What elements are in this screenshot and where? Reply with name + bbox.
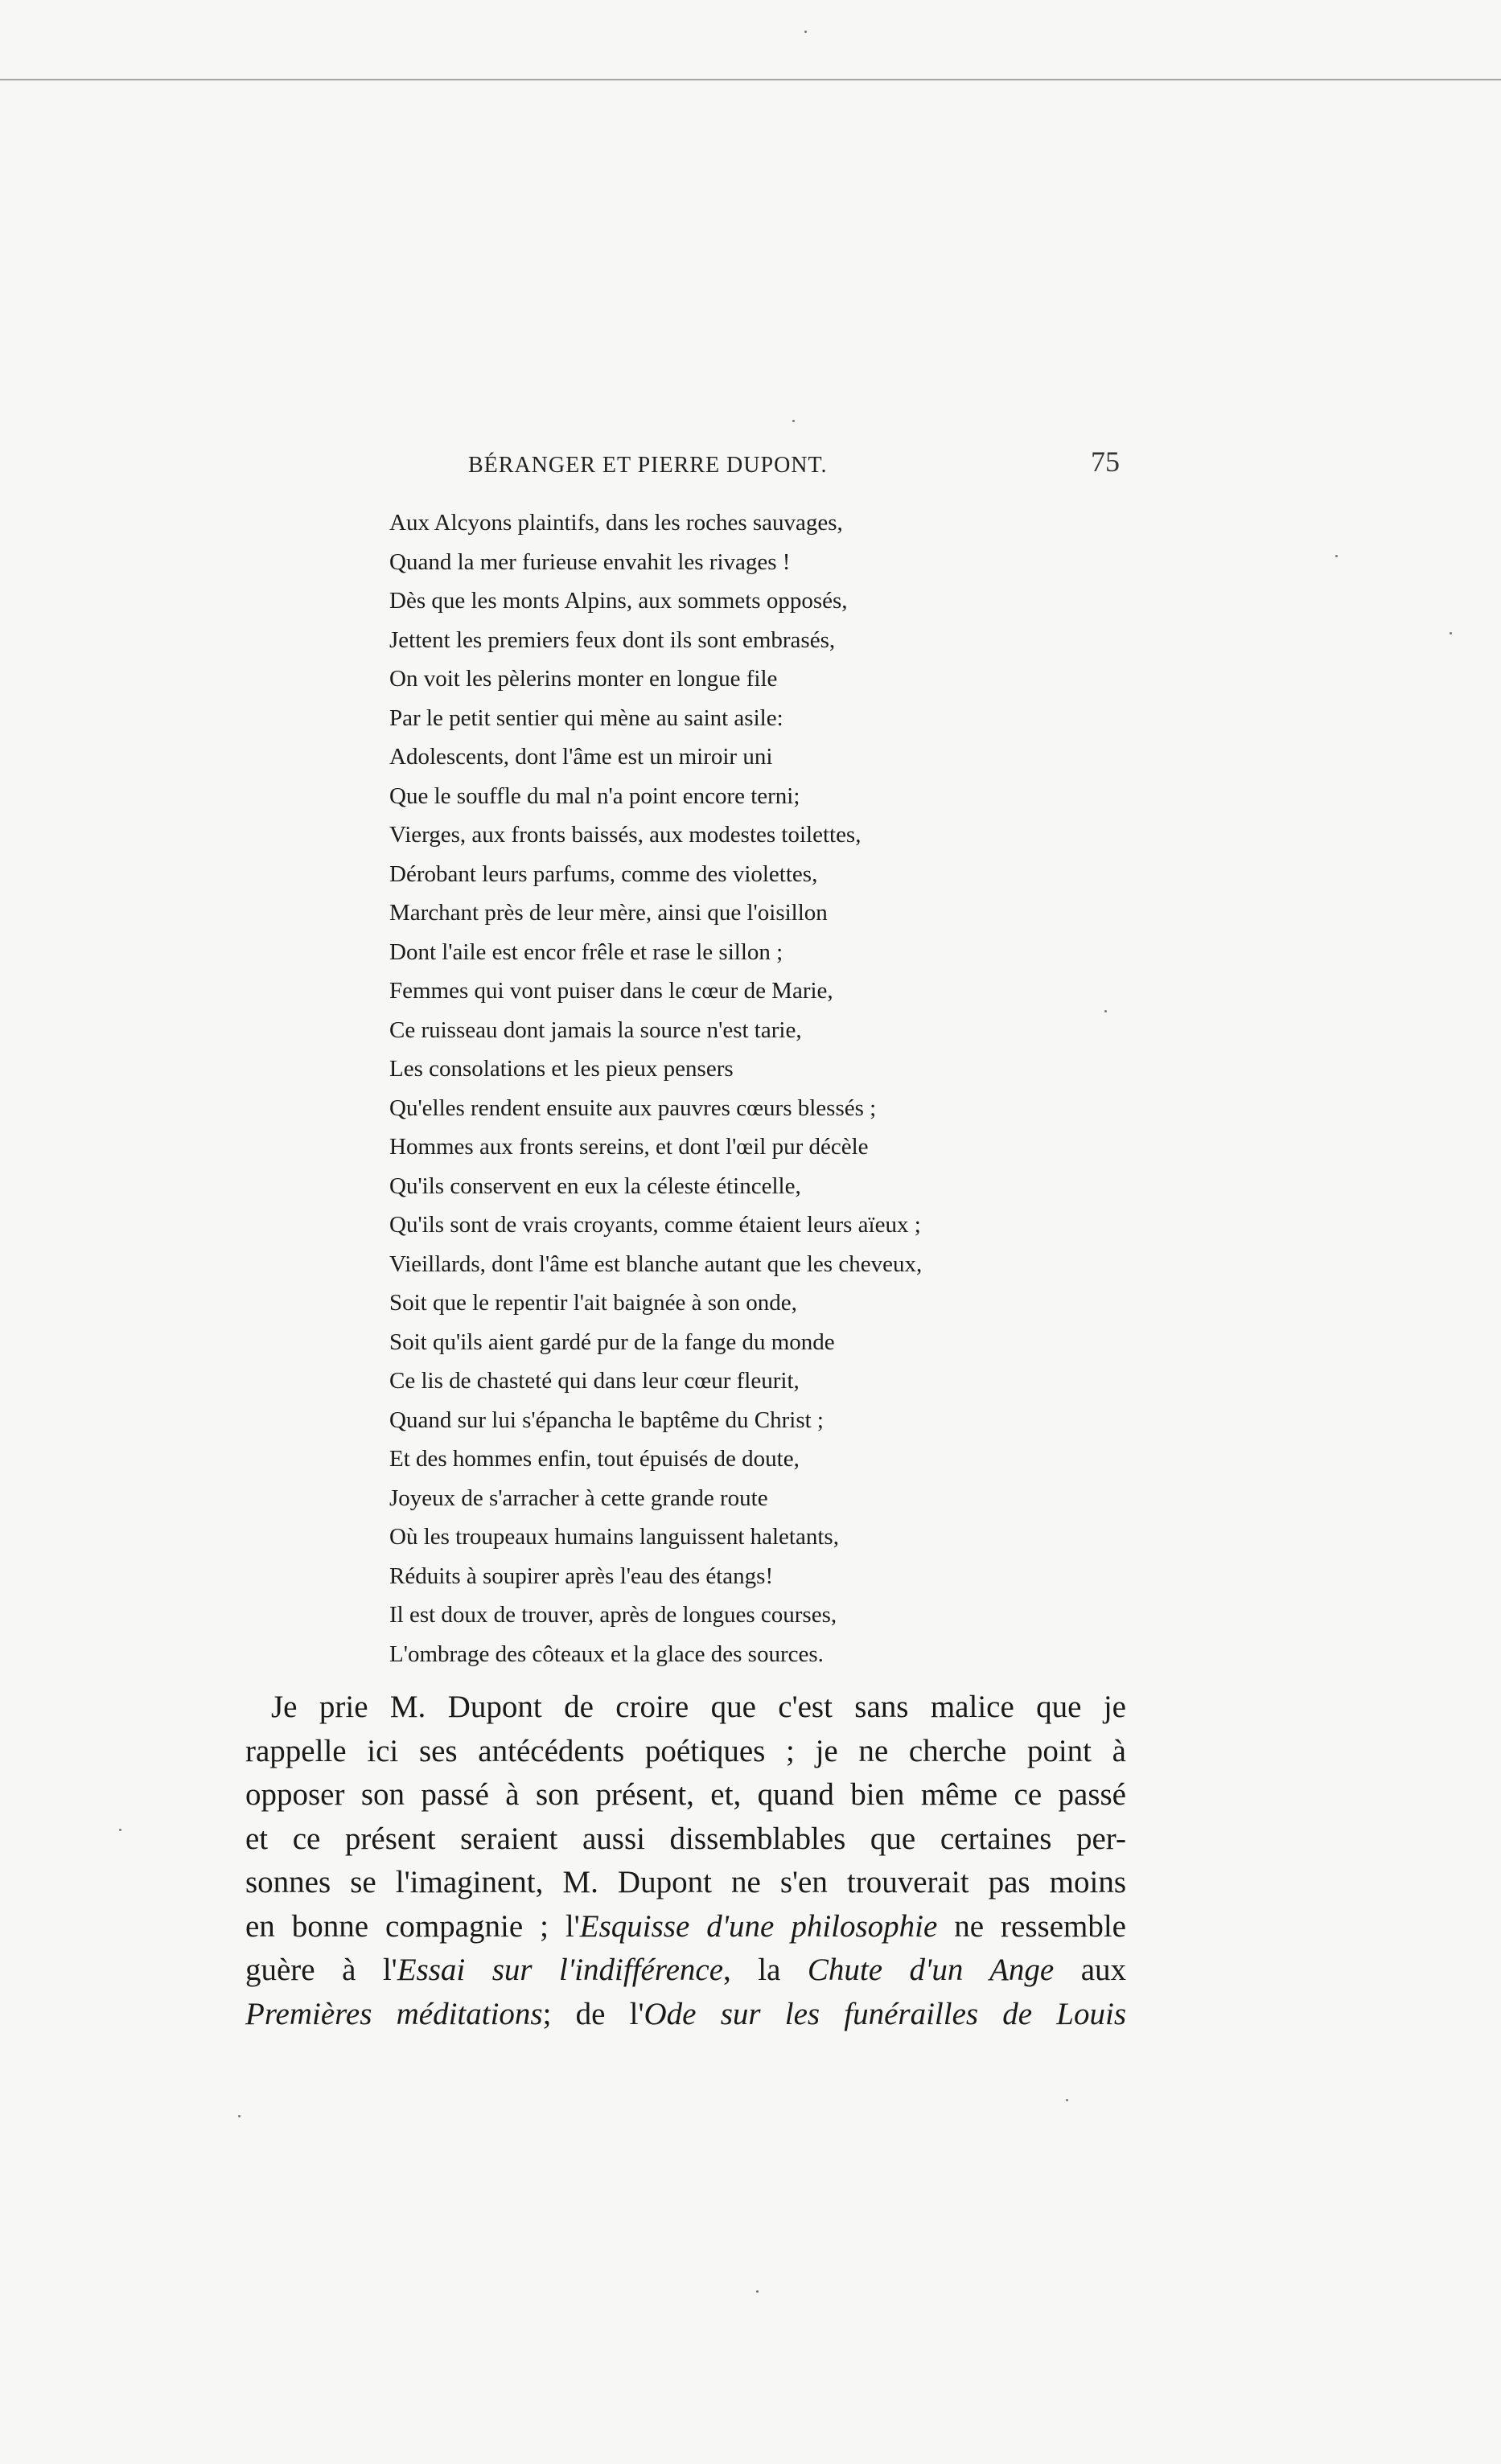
paper-speck [1335,555,1338,557]
verse-line: Ce ruisseau dont jamais la source n'est tarie, [389,1016,802,1043]
work-title: Esquisse d'une philosophie [579,1908,938,1944]
verse-block [389,503,1081,1673]
verse-line: L'ombrage des côteaux et la glace des sources. [389,1641,824,1667]
verse-line: Ce lis de chasteté qui dans leur cœur fleurit, [389,1368,800,1394]
prose-text: aux [1054,1953,1127,1987]
prose-paragraph [245,1686,1126,2036]
verse-line: Il est doux de trouver, après de longues courses, [389,1602,837,1628]
verse-line: Vieillards, dont l'âme est blanche autant que les cheveux, [389,1250,923,1277]
verse-line: Qu'ils sont de vrais croyants, comme étaient leurs aïeux ; [389,1212,921,1238]
verse-line: Par le petit sentier qui mène au saint asile: [389,704,783,731]
verse-line: Réduits à soupirer après l'eau des étangs! [389,1563,774,1589]
paper-speck [792,420,795,422]
verse-line: Que le souffle du mal n'a point encore terni; [389,782,800,809]
top-rule [0,79,1501,80]
page-header [468,446,1120,485]
verse-line: Jettent les premiers feux dont ils sont embrasés, [389,626,836,653]
verse-line: Dont l'aile est encor frêle et rase le sillon ; [389,938,783,965]
work-title: Premières méditations [245,1996,543,2031]
verse-line: Soit que le repentir l'ait baignée à son onde, [389,1290,797,1316]
prose-text: ne ressemble [937,1908,1126,1944]
paper-speck [119,1829,121,1831]
verse-line: Dès que les monts Alpins, aux sommets opposés, [389,588,848,614]
prose-text: , la [723,1953,808,1987]
running-head: BÉRANGER ET PIERRE DUPONT. [468,453,828,478]
prose-line: Je prie M. Dupont de croire que c'est sans malice que je [271,1690,1126,1724]
verse-line: Où les troupeaux humains languissent haletants, [389,1524,839,1550]
verse-line: Adolescents, dont l'âme est un miroir uni [389,744,773,770]
work-title: Chute d'un Ange [807,1953,1055,1987]
paper-speck [804,31,807,33]
verse-line: Soit qu'ils aient gardé pur de la fange du monde [389,1329,835,1355]
verse-line: On voit les pèlerins monter en longue file [389,666,778,692]
paper-speck [1066,2099,1068,2101]
verse-line: Dérobant leurs parfums, comme des violettes, [389,860,818,887]
prose-text: guère à l' [245,1953,397,1987]
prose-line: rappelle ici ses antécédents poétiques ; je ne cherche point à [245,1733,1126,1768]
paper-speck [1450,632,1452,634]
prose-text: ; de l' [542,1996,644,2031]
verse-line: Aux Alcyons plaintifs, dans les roches sauvages, [389,510,843,536]
verse-line: Vierges, aux fronts baissés, aux modestes toilettes, [389,822,862,848]
verse-line: Hommes aux fronts sereins, et dont l'œil pur décèle [389,1134,869,1160]
verse-line: Les consolations et les pieux pensers [389,1056,734,1082]
page-number: 75 [1091,446,1120,478]
prose-line [245,1993,1126,2037]
work-title: Ode sur les funérailles de Louis [644,1996,1127,2031]
verse-line: Femmes qui vont puiser dans le cœur de Marie, [389,978,833,1004]
prose-line: sonnes se l'imaginent, M. Dupont ne s'en trouverait pas moins [245,1865,1126,1899]
prose-text: en bonne compagnie ; l' [245,1908,580,1944]
prose-line: et ce présent seraient aussi dissemblables que certaines per- [245,1821,1126,1856]
verse-line: Et des hommes enfin, tout épuisés de doute, [389,1446,800,1472]
prose-line: opposer son passé à son présent, et, quand bien même ce passé [245,1777,1126,1812]
verse-line: Marchant près de leur mère, ainsi que l'oisillon [389,900,828,926]
paper-speck [756,2290,759,2293]
paper-speck [238,2115,241,2117]
prose-line [245,1949,1126,1993]
verse-line: Qu'ils conservent en eux la céleste étincelle, [389,1172,801,1199]
verse-line: Qu'elles rendent ensuite aux pauvres cœurs blessés ; [389,1094,877,1121]
verse-line: Quand sur lui s'épancha le baptême du Christ ; [389,1407,824,1433]
verse-line: Quand la mer furieuse envahit les rivages ! [389,548,791,575]
prose-line [245,1905,1126,1949]
paper-speck [1104,1010,1107,1012]
work-title: Essai sur l'indifférence [397,1953,724,1987]
verse-line: Joyeux de s'arracher à cette grande route [389,1485,768,1511]
